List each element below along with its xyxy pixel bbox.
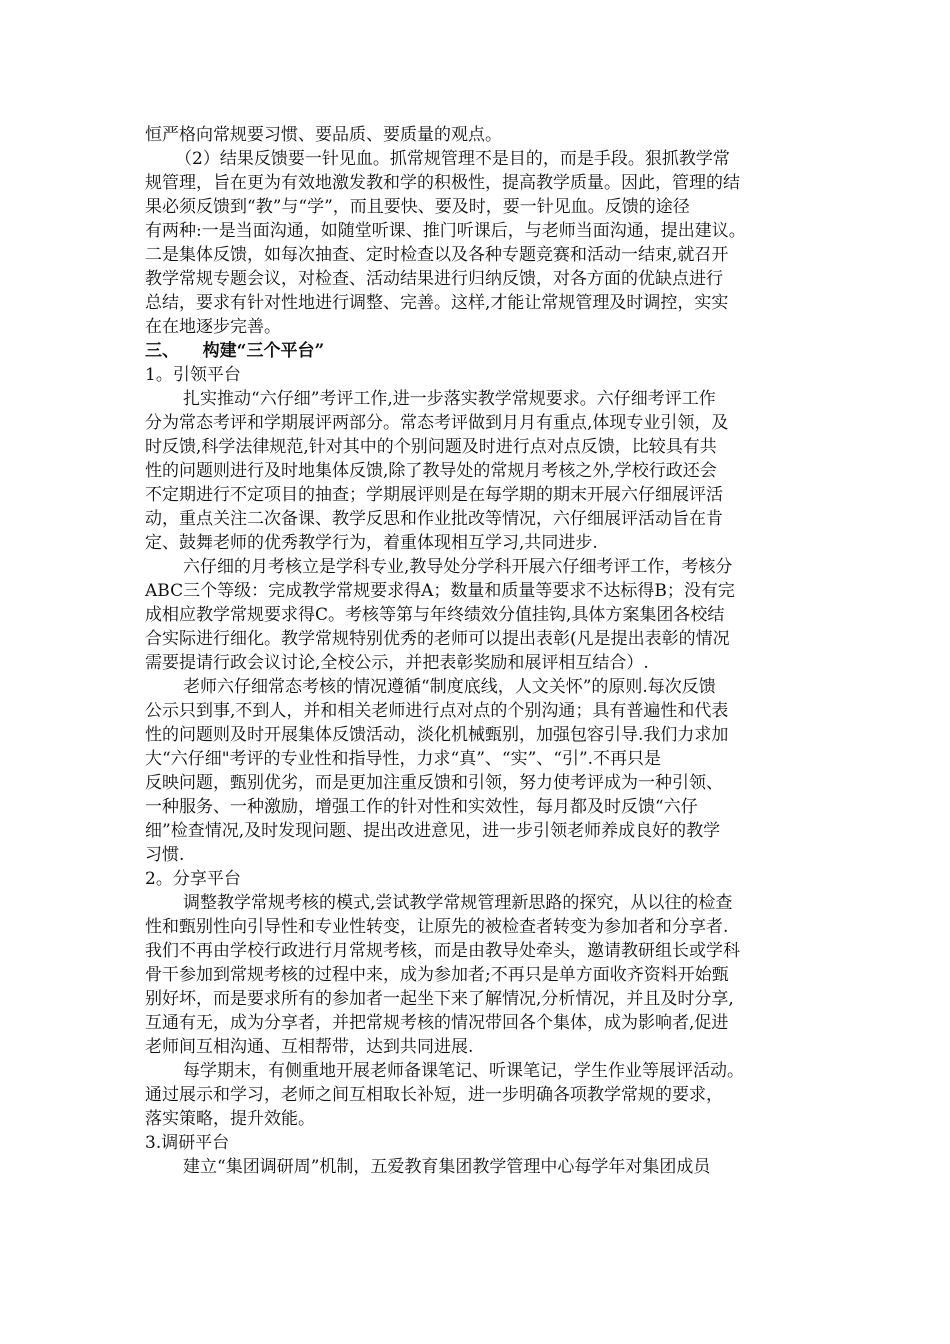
text-line: 果必须反馈到“教”与“学”，而且要快、要及时，要一针见血。反馈的途径 (145, 197, 690, 217)
text-line: 建立“集团调研周”机制，五爱教育集团教学管理中心每学年对集团成员 (183, 1157, 711, 1177)
text-line: 每学期末，有侧重地开展老师备课笔记、听课笔记，学生作业等展评活动。 (183, 1061, 744, 1081)
text-line: 规管理，旨在更为有效地激发教和学的积极性，提高教学质量。因此，管理的结 (145, 173, 740, 193)
text-line: 教学常规专题会议，对检查、活动结果进行归纳反馈，对各方面的优缺点进行 (145, 269, 723, 289)
text-line: 细”检查情况,及时发现问题、提出改进意见，进一步引领老师养成良好的教学 (145, 821, 721, 841)
text-line: 性和甄别性向引导性和专业性转变，让原先的被检查者转变为参加者和分享者. (145, 917, 729, 937)
text-line: 时反馈,科学法律规范,针对其中的个别问题及时进行点对点反馈，比较具有共 (145, 437, 717, 457)
text-line: 老师间互相沟通、互相帮带，达到共同进展. (145, 1037, 474, 1057)
text-line: 公示只到事,不到人，并和相关老师进行点对点的个别沟通；具有普遍性和代表 (145, 701, 729, 721)
text-line: 性的问题则及时开展集体反馈活动，淡化机械甄别，加强包容引导.我们力求加 (145, 725, 729, 745)
text-line: 定、鼓舞老师的优秀教学行为，着重体现相互学习,共同进步. (145, 533, 598, 553)
text-line: 动，重点关注二次备课、教学反思和作业批改等情况，六仔细展评活动旨在肯 (145, 509, 723, 529)
text-line: 通过展示和学习，老师之间互相取长补短，进一步明确各项教学常规的要求， (145, 1085, 723, 1105)
text-line: 我们不再由学校行政进行月常规考核，而是由教导处牵头，邀请教研组长或学科 (145, 941, 740, 961)
text-line: 总结，要求有针对性地进行调整、完善。这样,才能让常规管理及时调控，实实 (145, 293, 729, 313)
text-line: 反映问题，甄别优劣，而是更加注重反馈和引领，努力使考评成为一种引领、 (145, 773, 723, 793)
text-line: 成相应教学常规要求得C。考核等第与年终绩效分值挂钩,具体方案集团各校结 (145, 605, 725, 625)
text-line: 调整教学常规考核的模式,尝试教学常规管理新思路的探究，从以往的检查 (183, 893, 733, 913)
text-line: 合实际进行细化。教学常规特别优秀的老师可以提出表彰(凡是提出表彰的情况 (145, 629, 730, 649)
subsection-heading: 3.调研平台 (145, 1133, 230, 1153)
text-line: 性的问题则进行及时地集体反馈,除了教导处的常规月考核之外,学校行政还会 (145, 461, 717, 481)
text-line: 一种服务、一种激励，增强工作的针对性和实效性，每月都及时反馈“六仔 (145, 797, 698, 817)
text-line: 六仔细的月考核立是学科专业,教导处分学科开展六仔细考评工作，考核分 (183, 557, 733, 577)
text-line: 恒严格向常规要习惯、要品质、要质量的观点。 (145, 125, 502, 145)
text-line: 扎实推动“六仔细”考评工作,进一步落实教学常规要求。六仔细考评工作 (183, 389, 716, 409)
text-line: 大“六仔细"考评的专业性和指导性，力求“真”、“实”、“引”.不再只是 (145, 749, 662, 769)
subsection-heading: 1。引领平台 (145, 365, 241, 385)
text-line: 习惯. (145, 845, 185, 865)
text-line: ABC三个等级：完成教学常规要求得A；数量和质量等要求不达标得B；没有完 (145, 581, 735, 601)
text-line: （2）结果反馈要一针见血。抓常规管理不是目的，而是手段。狠抓教学常 (175, 149, 730, 169)
text-line: 落实策略，提升效能。 (145, 1109, 315, 1129)
text-line: 骨干参加到常规考核的过程中来，成为参加者;不再只是单方面收齐资料开始甄 (145, 965, 729, 985)
subsection-heading: 2。分享平台 (145, 869, 241, 889)
text-line: 需要提请行政会议讨论,全校公示，并把表彰奖励和展评相互结合）. (145, 653, 649, 673)
text-line: 不定期进行不定项目的抽查；学期展评则是在每学期的期末开展六仔细展评活 (145, 485, 723, 505)
text-line: 互通有无，成为分享者，并把常规考核的情况带回各个集体，成为影响者,促进 (145, 1013, 729, 1033)
text-line: 老师六仔细常态考核的情况遵循“制度底线，人文关怀”的原则.每次反馈 (183, 677, 716, 697)
text-line: 在在地逐步完善。 (145, 317, 281, 337)
text-line: 有两种:一是当面沟通，如随堂听课、推门听课后，与老师当面沟通，提出建议。 (145, 221, 746, 241)
section-heading: 三、 构建“三个平台” (145, 341, 325, 361)
text-line: 别好坏，而是要求所有的参加者一起坐下来了解情况,分析情况，并且及时分享, (145, 989, 734, 1009)
text-line: 分为常态考评和学期展评两部分。常态考评做到月月有重点,体现专业引领，及 (145, 413, 729, 433)
text-line: 二是集体反馈，如每次抽查、定时检查以及各种专题竞赛和活动一结束,就召开 (145, 245, 729, 265)
